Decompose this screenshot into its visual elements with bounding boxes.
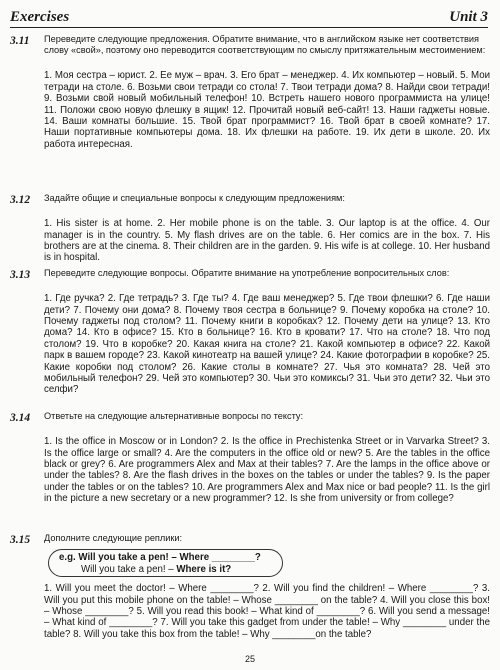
exercise-3-13 [10, 268, 490, 396]
page-header [10, 4, 488, 28]
exercise-instruction: Ответьте на следующие альтернативные вопросы по тексту: [44, 411, 304, 421]
exercise-instruction: Задайте общие и специальные вопросы к следующим предложениям: [44, 193, 345, 203]
example-box [48, 549, 283, 577]
example-answer: Where is it? [176, 564, 232, 576]
example-line-1: e.g. Will you take a pen! – Where ________? [59, 552, 261, 564]
example-line-2-prefix: Will you take a pen! – [81, 564, 177, 576]
exercise-text: 1. Will you meet the doctor! – Where ________? 2. Will you find the children! – Where ________? 3. Will you put this mobile phone on the table! – Whose ________ on the table? 4. Will you close this box! – Whose ________? 5. Will you read this book! – What kind of ________? 6. Will you send a message! – What kind of ________? 7. Will you take this gadget from under the table! – Why ________ under the table? 8. Will you take this box from the table! – Why ________on the table? [44, 583, 490, 640]
exercise-number: 3.13 [10, 269, 31, 281]
exercise-text: 1. His sister is at home. 2. Her mobile phone is on the table. 3. Our laptop is at the office. 4. Our manager is in the country. 5. My flash drives are on the table. 6. Her comics are in the box. 7. His brothers are at the cinema. 8. Their children are in the garden. 9. His wife is at college. 10. Her husband is in hospital. [44, 218, 490, 264]
exercise-text: 1. Где ручка? 2. Где тетрадь? 3. Где ты? 4. Где ваш менеджер? 5. Где твои флешки? 6. Где наши дети? 7. Почему они дома? 8. Почему твоя сестра в больнице? 9. Почему коробка на столе? 10. Почему гаджеты под столом? 11. Почему книги в коробках? 12. Почему дети на улице? 13. Кто дома? 14. Кто в офисе? 15. Кто в больнице? 16. Кто в кровати? 17. Что на столе? 18. Что под столом? 19. Что в коробке? 20. Какая книга на столе? 21. Какой компьютер в офисе? 22. Какой парк в вашем городе? 23. Какой кинотеатр на вашей улице? 24. Какие фотографии в коробке? 25. Какие коробки под столом? 26. Какие столы в комнате? 27. Чья это комната? 28. Чей это мобильный телефон? 29. Чей это компьютер? 30. Чьи это комиксы? 31. Чьи это дети? 32. Чьи это селфи? [44, 293, 490, 396]
exercise-3-12 [10, 193, 490, 264]
page-number: 25 [244, 654, 255, 664]
exercise-3-14 [10, 411, 490, 505]
section-title: Exercises [10, 9, 70, 25]
exercise-number: 3.12 [10, 194, 31, 206]
exercise-number: 3.11 [10, 35, 30, 47]
unit-title: Unit 3 [449, 9, 488, 25]
exercise-text: 1. Моя сестра – юрист. 2. Ее муж – врач. 3. Его брат – менеджер. 4. Их компьютер – новый. 5. Мои тетради на столе. 6. Возьми свои тетради со стола! 7. Твои тетради дома? 8. Найди свои тетради! 9. Возьми свой новый мобильный телефон! 10. Встреть нашего нового программиста на улице! 11. Положи свою новую флешку в ящик! 12. Прочитай новый веб-сайт! 13. Наши гаджеты новые. 14. Ваши комнаты большие. 15. Твой брат программист? 16. Твой брат в своей комнате? 17. Наши портативные компьютеры дома. 18. Их флешки на работе. 19. Их дети в школе. 20. Их работа интересная. [44, 70, 490, 150]
exercise-instruction: Дополните следующие реплики: [44, 533, 183, 543]
exercise-instruction: Переведите следующие предложения. Обратите внимание, что в английском языке нет соответствия слову «свой», поэтому оно переводится соответствующим по смыслу притяжательным местоимением: [44, 34, 486, 56]
exercise-text: 1. Is the office in Moscow or in London? 2. Is the office in Prechistenka Street or in Varvarka Street? 3. Is the office large or small? 4. Are the computers in the office old or new? 5. Are the tables in the office black or grey? 6. Are programmers Alex and Max at their tables? 7. Are the lamps in the office above or under the tables? 8. Are the flash drives in the boxes on the tables or under the tables? 9. Is the paper under the tables or on the tables? 10. Are programmers Alex and Max nice or bad people? 11. Is the girl in the picture a new secretary or a new programmer? 12. Is she from university or from college? [44, 436, 490, 505]
example-line-2 [59, 564, 272, 576]
exercise-number: 3.15 [10, 534, 31, 546]
exercise-number: 3.14 [10, 412, 31, 424]
exercise-instruction: Переведите следующие вопросы. Обратите внимание на употребление вопросительных слов: [44, 268, 450, 278]
exercise-3-11 [10, 34, 490, 150]
exercise-3-15 [10, 533, 490, 640]
